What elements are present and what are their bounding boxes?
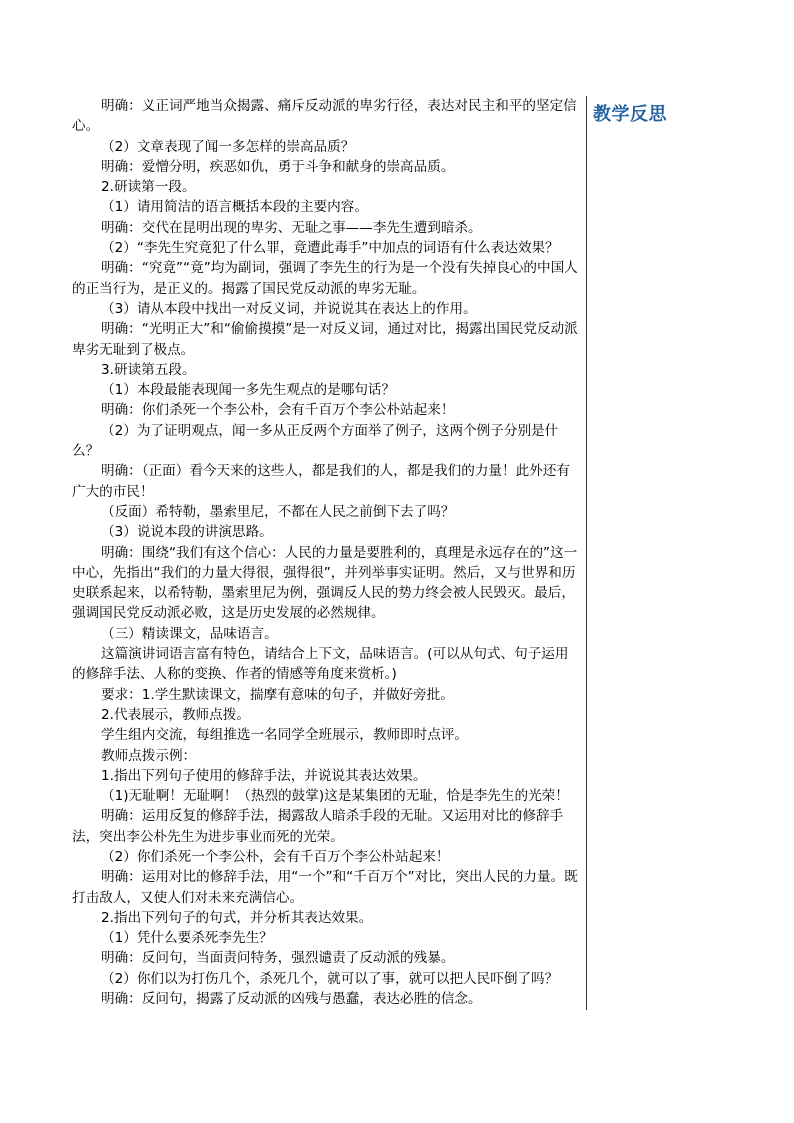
paragraph: 明确：反问句，当面责问特务，强烈谴责了反动派的残暴。 [101, 950, 455, 967]
lesson-body [72, 96, 582, 1009]
paragraph: （反面）希特勒，墨索里尼，不都在人民之前倒下去了吗？ [101, 503, 455, 520]
paragraph: （3）请从本段中找出一对反义词，并说说其在表达上的作用。 [101, 300, 477, 317]
paragraph: 这篇演讲词语言富有特色，请结合上下文，品味语言。(可以从句式、句子运用的修辞手法、人称的变换、作者的情感等角度来赏析。) [72, 646, 569, 683]
paragraph: 明确：“究竟”“竟”均为副词，强调了李先生的行为是一个没有失掉良心的中国人的正当行为，是正义的。揭露了国民党反动派的卑劣无耻。 [72, 260, 578, 297]
reflection-heading: 教学反思 [593, 104, 667, 125]
paragraph: （1）凭什么要杀死李先生？ [101, 930, 273, 947]
paragraph: （2）你们以为打伤几个，杀死几个，就可以了事，就可以把人民吓倒了吗？ [101, 970, 559, 987]
paragraph: （1）本段最能表现闻一多先生观点的是哪句话？ [101, 382, 396, 399]
paragraph: （1）请用简洁的语言概括本段的主要内容。 [101, 199, 368, 216]
paragraph: 2.指出下列句子的句式，并分析其表达效果。 [101, 909, 373, 926]
paragraph: （3）说说本段的讲演思路。 [101, 524, 273, 541]
paragraph: （2）“李先生究竟犯了什么罪，竟遭此毒手”中加点的词语有什么表达效果？ [101, 240, 559, 257]
paragraph: 明确：（正面）看今天来的这些人，都是我们的人，都是我们的力量！此外还有广大的市民！ [72, 463, 570, 500]
paragraph: 学生组内交流，每组推选一名同学全班展示，教师即时点评。 [101, 727, 469, 744]
paragraph: （1)无耻啊！无耻啊！（热烈的鼓掌)这是某集团的无耻，恰是李先生的光荣！ [101, 788, 569, 805]
column-divider [586, 96, 587, 1010]
paragraph: 明确：运用对比的修辞手法，用“一个”和“千百万个”对比，突出人民的力量。既打击敌人，又使人们对未来充满信心。 [72, 869, 578, 906]
paragraph: （2）文章表现了闻一多怎样的崇高品质？ [101, 138, 355, 155]
paragraph: 明确：义正词严地当众揭露、痛斥反动派的卑劣行径，表达对民主和平的坚定信心。 [72, 98, 577, 135]
paragraph: 2.研读第一段。 [101, 179, 196, 196]
paragraph: 教师点拨示例： [101, 747, 197, 764]
paragraph: 1.指出下列句子使用的修辞手法，并说说其表达效果。 [101, 767, 427, 784]
paragraph: 明确：“光明正大”和“偷偷摸摸”是一对反义词，通过对比，揭露出国民党反动派卑劣无耻到了极点。 [72, 321, 578, 358]
paragraph: 明确：爱憎分明，疾恶如仇，勇于斗争和献身的崇高品质。 [101, 158, 455, 175]
paragraph: （2）你们杀死一个李公朴，会有千百万个李公朴站起来！ [101, 848, 450, 865]
paragraph: 要求：1.学生默读课文，揣摩有意味的句子，并做好旁批。 [101, 686, 454, 703]
paragraph: 3.研读第五段。 [101, 361, 196, 378]
paragraph: 明确：你们杀死一个李公朴，会有千百万个李公朴站起来！ [101, 402, 455, 419]
paragraph: 明确：运用反复的修辞手法，揭露敌人暗杀手段的无耻。又运用对比的修辞手法，突出李公朴先生为进步事业而死的光荣。 [72, 808, 564, 845]
paragraph: 明确：围绕“我们有这个信心：人民的力量是要胜利的，真理是永远存在的”这一中心，先指出“我们的力量大得很，强得很”，并列举事实证明。然后，又与世界和历史联系起来，以希特勒，墨索里尼为例，强调反人民的势力终会被人民毁灭。最后，强调国民党反动派必败，这是历史发展的必然规律。 [72, 544, 578, 622]
paragraph: 明确：交代在昆明出现的卑劣、无耻之事——李先生遭到暗杀。 [101, 219, 482, 236]
paragraph: （2）为了证明观点，闻一多从正反两个方面举了例子，这两个例子分别是什么？ [72, 422, 559, 460]
paragraph: 2.代表展示，教师点拨。 [101, 706, 250, 723]
paragraph: 明确：反问句，揭露了反动派的凶残与愚蠢，表达必胜的信念。 [101, 991, 482, 1008]
paragraph: （三）精读课文，品味语言。 [101, 625, 278, 642]
